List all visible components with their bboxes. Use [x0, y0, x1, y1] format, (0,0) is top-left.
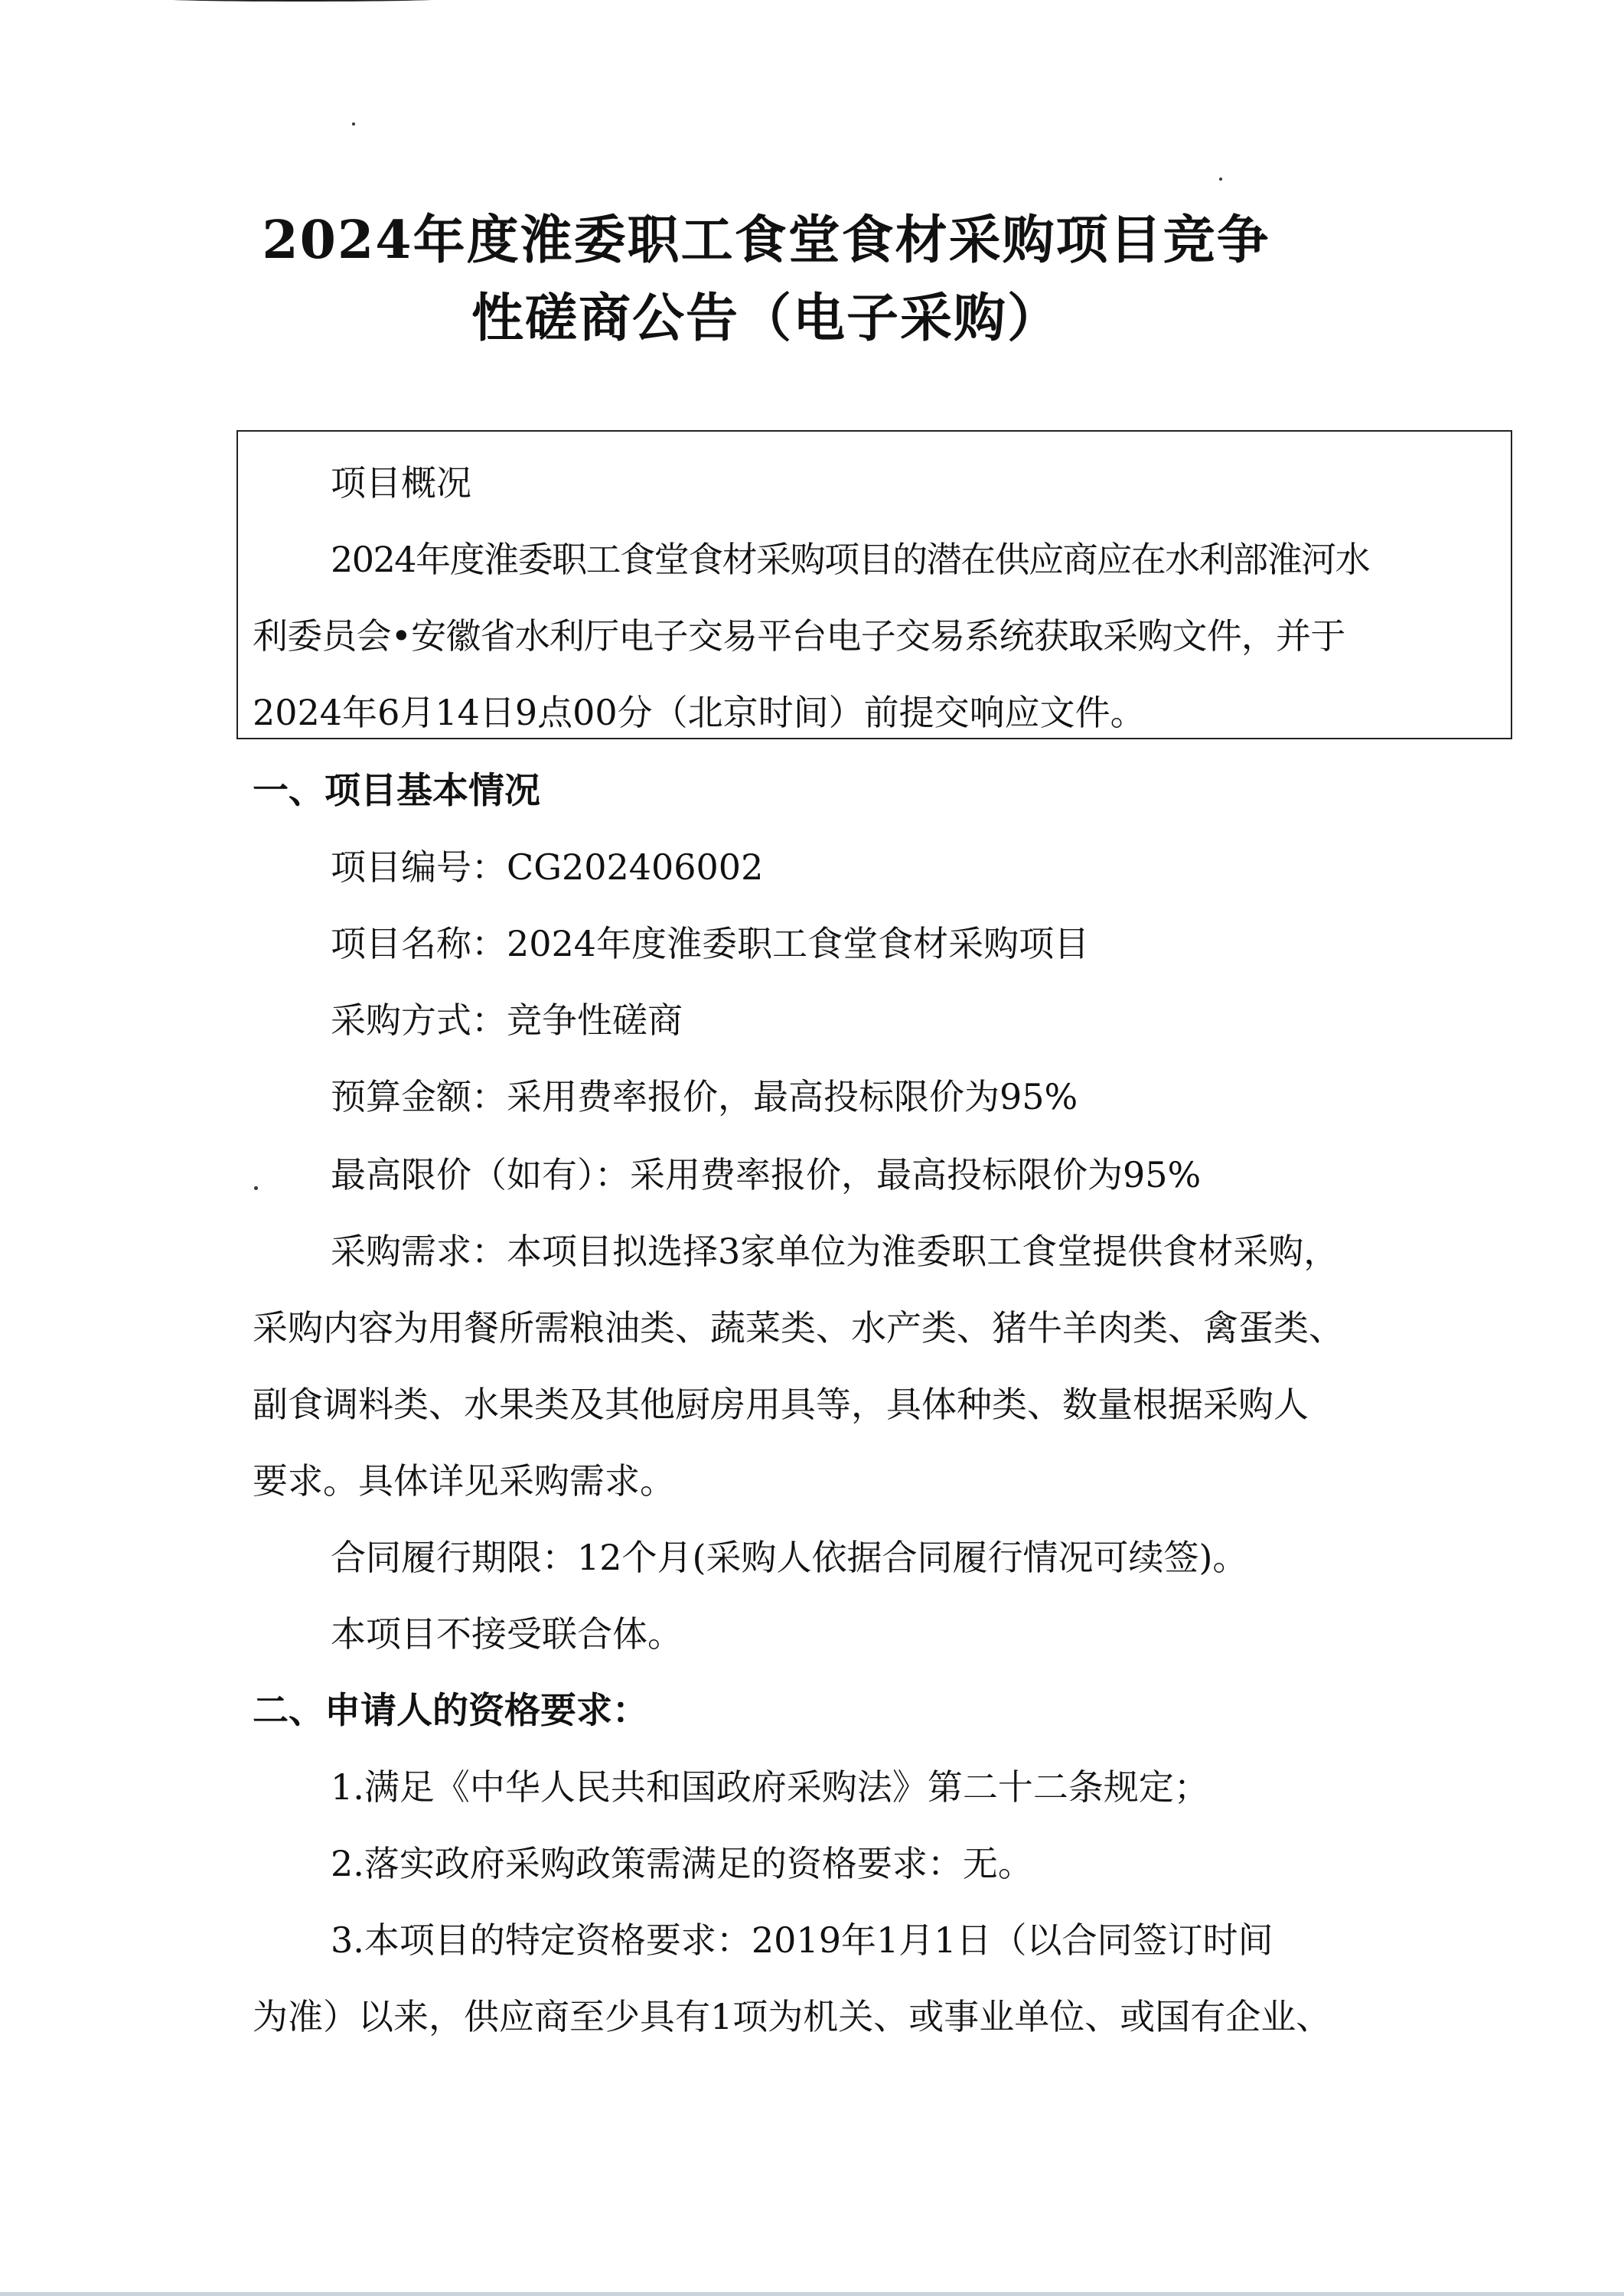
procurement-demand-line: 副食调料类、水果类及其他厨房用具等，具体种类、数量根据采购人	[253, 1384, 1309, 1425]
document-title-line-1: 2024年度淮委职工食堂食材采购项目竞争	[262, 210, 1270, 271]
overview-heading: 项目概况	[331, 462, 471, 504]
procurement-demand-line: 采购需求：本项目拟选择3家单位为淮委职工食堂提供食材采购，	[331, 1231, 1339, 1272]
requirement-2: 2.落实政府采购政策需满足的资格要求：无。	[331, 1843, 1033, 1884]
scan-speck	[352, 122, 355, 126]
scan-speck	[1219, 178, 1222, 181]
overview-paragraph-line: 2024年度淮委职工食堂食材采购项目的潜在供应商应在水利部淮河水	[331, 539, 1370, 580]
procurement-demand-line: 采购内容为用餐所需粮油类、蔬菜类、水产类、猪牛羊肉类、禽蛋类、	[253, 1307, 1344, 1349]
project-name: 项目名称：2024年度淮委职工食堂食材采购项目	[331, 923, 1090, 964]
document-title-line-2: 性磋商公告（电子采购）	[471, 288, 1061, 349]
procurement-demand-line: 要求。具体详见采购需求。	[253, 1460, 675, 1502]
section-2-heading: 二、申请人的资格要求：	[253, 1690, 648, 1732]
procurement-method: 采购方式：竞争性磋商	[331, 1000, 683, 1041]
max-price: 最高限价（如有）：采用费率报价，最高投标限价为95%	[331, 1154, 1202, 1195]
requirement-3-line: 为准）以来，供应商至少具有1项为机关、或事业单位、或国有企业、	[253, 1996, 1332, 2037]
section-1-heading: 一、项目基本情况	[253, 770, 540, 812]
requirement-3-line: 3.本项目的特定资格要求：2019年1月1日（以合同签订时间	[331, 1919, 1273, 1961]
contract-period: 合同履行期限：12个月(采购人依据合同履行情况可续签)。	[331, 1537, 1248, 1578]
overview-paragraph-line: 2024年6月14日9点00分（北京时间）前提交响应文件。	[253, 692, 1146, 733]
overview-paragraph-line: 利委员会•安徽省水利厅电子交易平台电子交易系统获取采购文件，并于	[253, 615, 1345, 657]
requirement-1: 1.满足《中华人民共和国政府采购法》第二十二条规定；	[331, 1766, 1209, 1808]
project-number: 项目编号：CG202406002	[331, 846, 764, 888]
scan-speck	[254, 1186, 258, 1190]
scan-bottom-edge	[0, 2292, 1624, 2296]
scan-mark	[153, 0, 452, 2]
consortium-note: 本项目不接受联合体。	[331, 1613, 683, 1655]
budget-amount: 预算金额：采用费率报价，最高投标限价为95%	[331, 1076, 1078, 1117]
